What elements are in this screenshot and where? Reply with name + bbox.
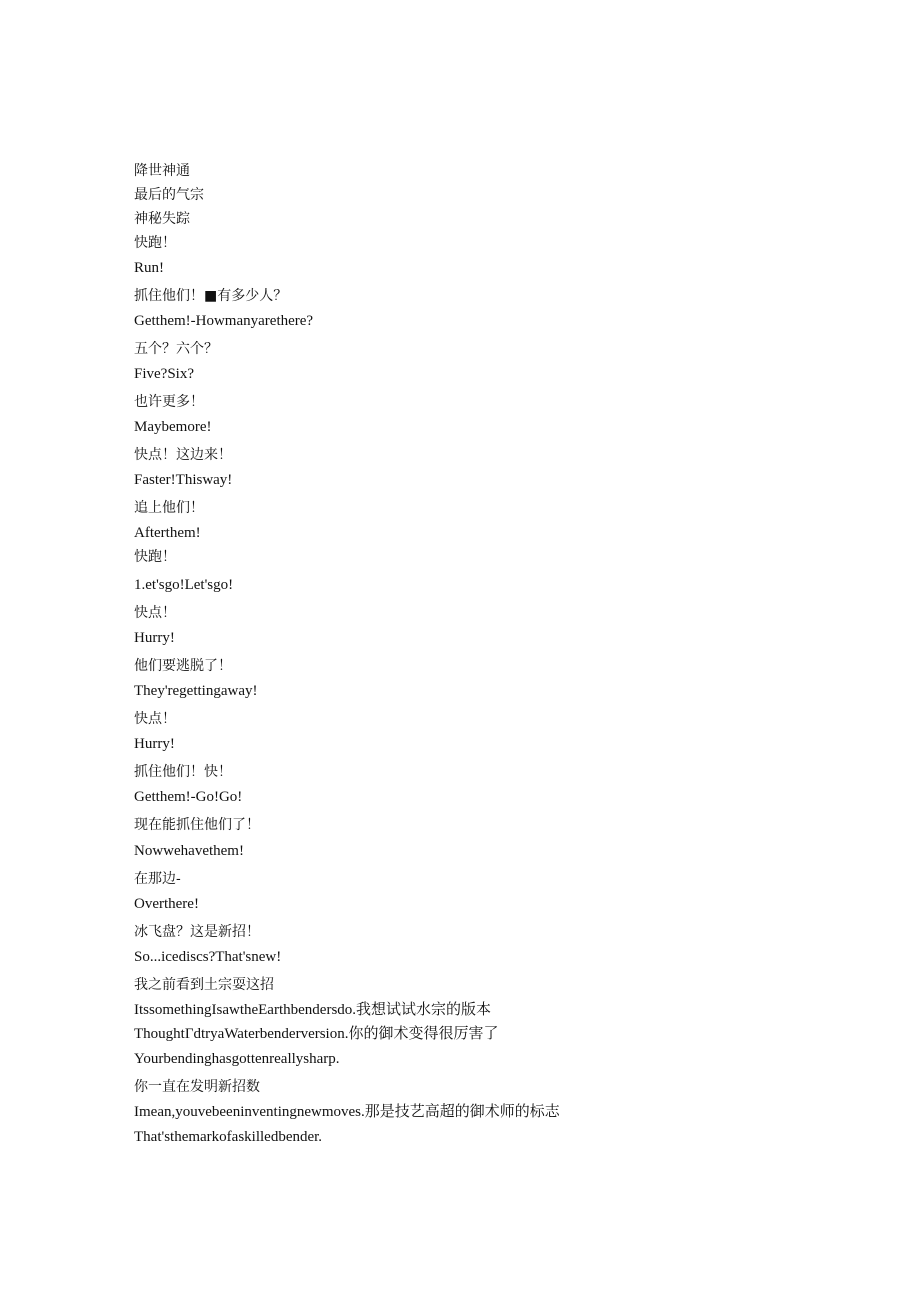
text-line: 快跑！ [134, 549, 176, 565]
text-line: ThoughtΓdtryaWaterbenderversion.你的御术变得很厉害了 [134, 1026, 499, 1042]
text-line: 快点！这边来！ [134, 447, 232, 463]
text-line: 我之前看到土宗耍这招 [134, 977, 274, 993]
text-line: 现在能抓住他们了！ [134, 817, 260, 833]
text-line: Getthem!-Howmanyarethere? [134, 313, 314, 329]
text-line: They'regettingaway! [134, 683, 258, 699]
text-line: Nowwehavethem! [134, 843, 244, 859]
text-line: 追上他们！ [134, 500, 204, 516]
text-line: 在那边- [134, 871, 181, 887]
text-line: 冰飞盘？这是新招！ [134, 924, 260, 940]
text-line: Getthem!-Go!Go! [134, 789, 243, 805]
text-line: Maybemore! [134, 419, 212, 435]
text-line: Yourbendinghasgottenreallysharp. [134, 1051, 340, 1067]
text-line: 快跑！ [134, 235, 176, 251]
text-line: That'sthemarkofaskilledbender. [134, 1129, 323, 1145]
text-line: Hurry! [134, 736, 175, 752]
text-line: Afterthem! [134, 525, 201, 541]
text-line: Imean,youvebeeninventingnewmoves.那是技艺高超的御术师的标志 [134, 1104, 560, 1120]
text-line: 降世神通 [134, 163, 190, 179]
text-line: 快点！ [134, 605, 176, 621]
text-line: 他们要逃脱了！ [134, 658, 232, 674]
text-line: ItssomethingIsawtheEarthbendersdo.我想试试水宗的版本 [134, 1002, 492, 1018]
text-line: 也许更多！ [134, 394, 204, 410]
text-line: 1.et'sgo!Let'sgo! [134, 577, 234, 593]
text-line: Five?Six? [134, 366, 194, 382]
text-line: Run! [134, 260, 164, 276]
text-line: 抓住他们！■有多少人？ [134, 288, 288, 304]
text-line: 最后的气宗 [134, 187, 204, 203]
text-line: Faster!Thisway! [134, 472, 233, 488]
text-line: 你一直在发明新招数 [134, 1079, 260, 1095]
text-line: Overthere! [134, 896, 199, 912]
text-line: 五个？六个？ [134, 341, 218, 357]
text-line: 神秘失踪 [134, 211, 190, 227]
text-line: 抓住他们！快！ [134, 764, 232, 780]
text-line: So...icediscs?That'snew! [134, 949, 282, 965]
text-line: Hurry! [134, 630, 175, 646]
text-line: 快点！ [134, 711, 176, 727]
